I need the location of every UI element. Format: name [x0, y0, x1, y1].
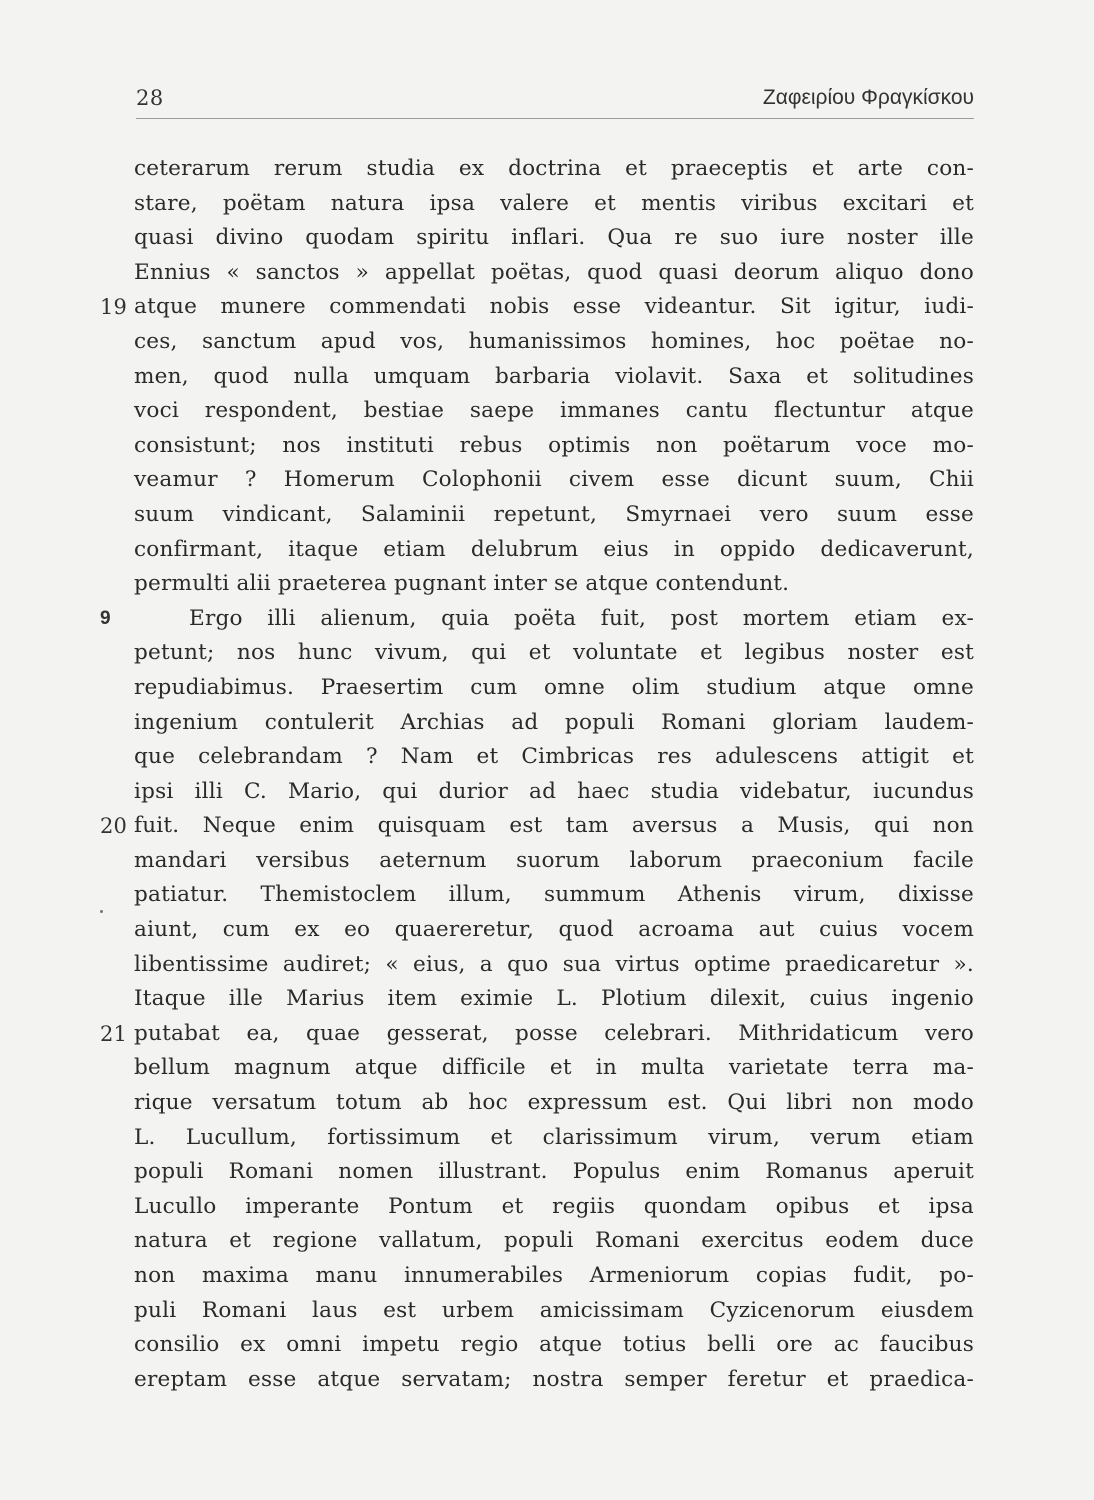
text-line	[100, 809, 974, 844]
text-line	[134, 567, 974, 602]
page-header	[136, 80, 974, 112]
margin-section-number: 20	[100, 814, 128, 839]
line-text: bellum magnum atque difficile et in multa varietate terra ma-	[134, 1055, 974, 1081]
line-text: fuit. Neque enim quisquam est tam aversus a Musis, qui non	[134, 813, 974, 839]
text-line	[134, 1121, 974, 1156]
text-line	[134, 1086, 974, 1121]
line-text: permulti alii praeterea pugnant inter se atque contendunt.	[134, 571, 790, 597]
line-text: Ennius « sanctos » appellat poëtas, quod quasi deorum aliquo dono	[134, 259, 974, 285]
text-line	[100, 290, 974, 325]
line-text: confirmant, itaque etiam delubrum eius in oppido dedicaverunt,	[134, 536, 974, 562]
text-line	[134, 1328, 974, 1363]
text-line	[134, 1190, 974, 1225]
line-text: que celebrandam ? Nam et Cimbricas res adulescens attigit et	[134, 744, 974, 770]
text-line	[134, 775, 974, 810]
line-text: ereptam esse atque servatam; nostra semper feretur et praedica-	[134, 1366, 974, 1392]
text-line	[134, 221, 974, 256]
line-text: voci respondent, bestiae saepe immanes cantu flectuntur atque	[134, 398, 974, 424]
line-text: ces, sanctum apud vos, humanissimos homines, hoc poëtae no-	[134, 328, 974, 354]
line-text: puli Romani laus est urbem amicissimam Cyzicenorum eiusdem	[134, 1297, 974, 1323]
margin-section-number: 19	[100, 295, 128, 320]
line-text: mandari versibus aeternum suorum laborum praeconium facile	[134, 847, 974, 873]
text-line	[134, 1363, 974, 1398]
text-line	[134, 533, 974, 568]
text-line	[100, 602, 974, 637]
line-text: populi Romani nomen illustrant. Populus enim Romanus aperuit	[134, 1159, 974, 1185]
text-line	[134, 913, 974, 948]
margin-section-number: 9	[100, 607, 111, 629]
text-line	[134, 878, 974, 913]
line-text: patiatur. Themistoclem illum, summum Athenis virum, dixisse	[134, 882, 974, 908]
line-text: Lucullo imperante Pontum et regiis quondam opibus et ipsa	[134, 1193, 974, 1219]
text-line	[134, 1259, 974, 1294]
line-text: putabat ea, quae gesserat, posse celebrari. Mithridaticum vero	[134, 1020, 974, 1046]
text-line	[134, 844, 974, 879]
text-line	[134, 394, 974, 429]
line-text: rique versatum totum ab hoc expressum est. Qui libri non modo	[134, 1090, 974, 1116]
line-text: atque munere commendati nobis esse videantur. Sit igitur, iudi-	[134, 294, 974, 320]
line-text: quasi divino quodam spiritu inflari. Qua re suo iure noster ille	[134, 225, 974, 251]
line-text: L. Lucullum, fortissimum et clarissimum virum, verum etiam	[134, 1124, 974, 1150]
text-line	[134, 429, 974, 464]
line-text: aiunt, cum ex eo quaereretur, quod acroama aut cuius vocem	[134, 917, 974, 943]
line-text: libentissime audiret; « eius, a quo sua virtus optime praedicaretur ».	[134, 951, 974, 977]
margin-section-number: 21	[100, 1021, 128, 1046]
text-line	[134, 671, 974, 706]
margin-speck	[100, 910, 103, 913]
line-text: natura et regione vallatum, populi Romani exercitus eodem duce	[134, 1228, 974, 1254]
line-text: Itaque ille Marius item eximie L. Plotium dilexit, cuius ingenio	[134, 986, 974, 1012]
text-line	[134, 498, 974, 533]
text-line	[134, 1294, 974, 1329]
text-line	[134, 706, 974, 741]
text-line	[134, 740, 974, 775]
line-text: veamur ? Homerum Colophonii civem esse dicunt suum, Chii	[134, 467, 974, 493]
line-text: consistunt; nos instituti rebus optimis non poëtarum voce mo-	[134, 432, 974, 458]
page-number: 28	[136, 86, 164, 110]
running-head: Ζαφειρίου Φραγκίσκου	[762, 86, 974, 109]
text-line	[134, 948, 974, 983]
text-line	[134, 1051, 974, 1086]
text-line	[134, 325, 974, 360]
line-text: petunt; nos hunc vivum, qui et voluntate et legibus noster est	[134, 640, 974, 666]
text-line	[134, 463, 974, 498]
line-text: ingenium contulerit Archias ad populi Romani gloriam laudem-	[134, 709, 974, 735]
text-line	[134, 636, 974, 671]
line-text: men, quod nulla umquam barbaria violavit. Saxa et solitudines	[134, 363, 974, 389]
text-line	[134, 360, 974, 395]
text-line	[134, 152, 974, 187]
line-text: consilio ex omni impetu regio atque totius belli ore ac faucibus	[134, 1332, 974, 1358]
line-text: Ergo illi alienum, quia poëta fuit, post mortem etiam ex-	[189, 605, 974, 631]
body-text	[100, 152, 974, 1397]
line-text: ceterarum rerum studia ex doctrina et praeceptis et arte con-	[134, 156, 974, 181]
line-text: stare, poëtam natura ipsa valere et mentis viribus excitari et	[134, 190, 974, 216]
text-line	[134, 1224, 974, 1259]
text-line	[134, 1155, 974, 1190]
line-text: suum vindicant, Salaminii repetunt, Smyrnaei vero suum esse	[134, 501, 974, 527]
line-text: non maxima manu innumerabiles Armeniorum copias fudit, po-	[134, 1263, 974, 1288]
text-line	[134, 982, 974, 1017]
text-line	[134, 187, 974, 222]
line-text: ipsi illi C. Mario, qui durior ad haec studia videbatur, iucundus	[134, 778, 974, 804]
text-line	[100, 1017, 974, 1052]
line-text: repudiabimus. Praesertim cum omne olim studium atque omne	[134, 674, 974, 700]
text-line	[134, 256, 974, 291]
header-rule	[136, 118, 974, 119]
